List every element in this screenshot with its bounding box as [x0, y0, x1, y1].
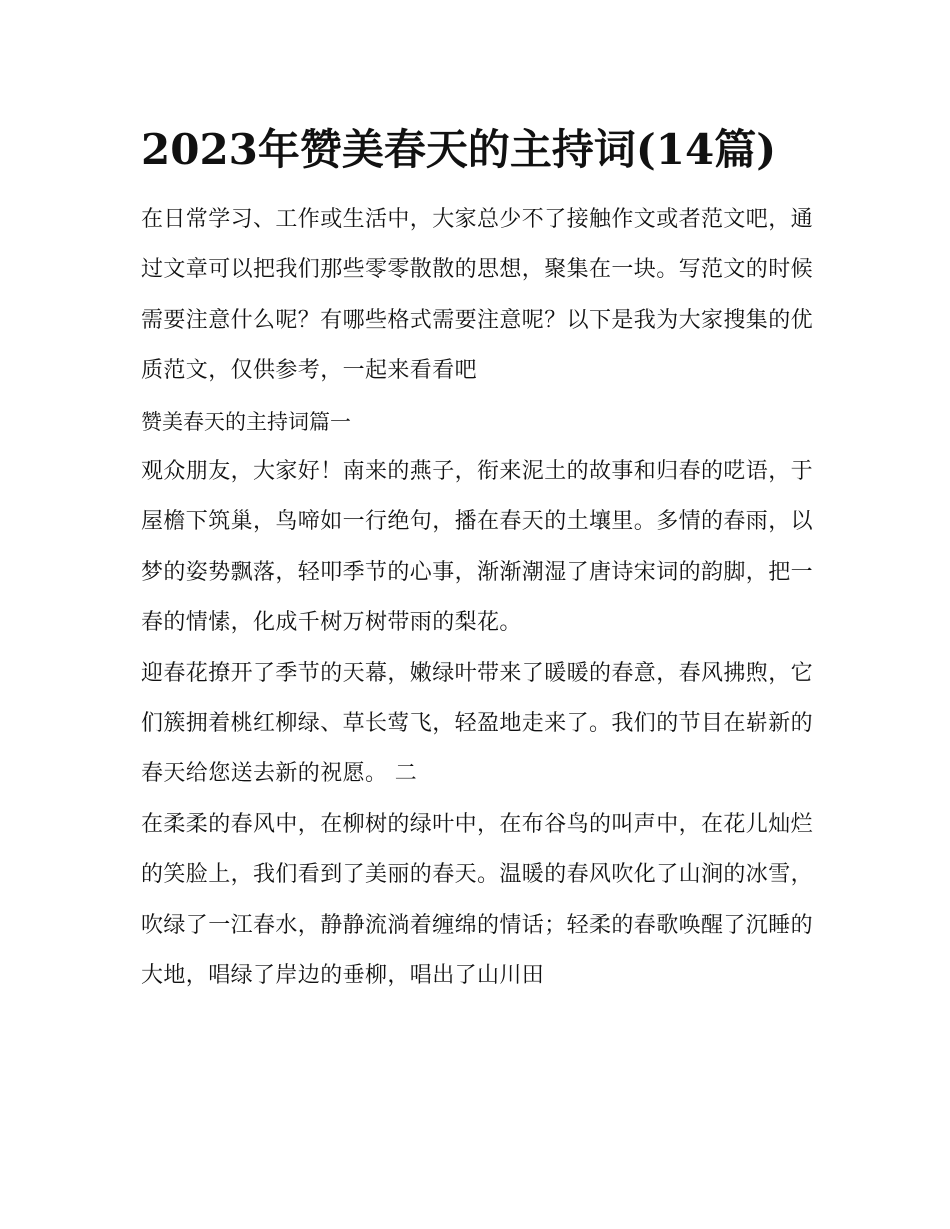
body-paragraph: 迎春花撩开了季节的天幕，嫩绿叶带来了暖暖的春意，春风拂煦，它们簇拥着桃红柳绿、草长莺飞，轻盈地走来了。我们的节目在崭新的春天给您送去新的祝愿。 二	[141, 660, 814, 787]
document-title: 2023年赞美春天的主持词(14篇)	[141, 125, 777, 174]
document-page	[141, 118, 813, 1002]
body-paragraph: 在柔柔的春风中，在柳树的绿叶中，在布谷鸟的叫声中，在花儿灿烂的笑脸上，我们看到了美丽的春天。温暖的春风吹化了山涧的冰雪，吹绿了一江春水，静静流淌着缠绵的情话；轻柔的春歌唤醒了沉睡的大地，唱绿了岸边的垂柳，唱出了山川田	[141, 811, 814, 989]
intro-paragraph: 在日常学习、工作或生活中，大家总少不了接触作文或者范文吧，通过文章可以把我们那些零零散散的思想，聚集在一块。写范文的时候需要注意什么呢？有哪些格式需要注意呢？以下是我为大家搜集的优质范文，仅供参考，一起来看看吧	[141, 207, 814, 384]
body-paragraph: 观众朋友，大家好！南来的燕子，衔来泥土的故事和归春的呓语，于屋檐下筑巢，鸟啼如一行绝句，播在春天的土壤里。多情的春雨，以梦的姿势飘落，轻叩季节的心事，渐渐潮湿了唐诗宋词的韵脚，把一春的情愫，化成千树万树带雨的梨花。	[141, 459, 814, 636]
section-heading: 赞美春天的主持词篇一	[141, 409, 351, 434]
